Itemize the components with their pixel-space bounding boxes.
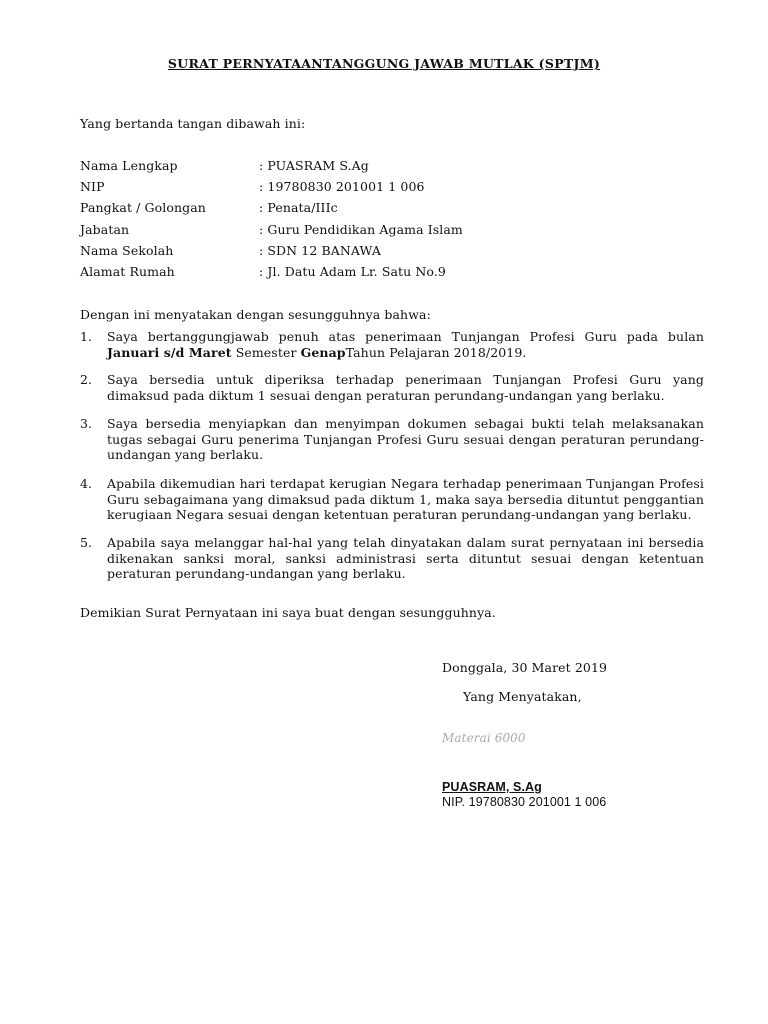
statement-intro: Dengan ini menyatakan dengan sesungguhnya bahwa: (80, 307, 431, 322)
list-item (80, 372, 704, 403)
identity-label: NIP (80, 179, 105, 194)
identity-row (80, 264, 720, 284)
item-text: Saya bersedia untuk diperiksa terhadap penerimaan Tunjangan Profesi Guru yang dimaksud pada diktum 1 sesuai dengan peraturan perundang-undangan yang berlaku. (107, 372, 704, 403)
list-item (80, 416, 704, 463)
identity-row (80, 222, 720, 242)
item-text: Saya bertanggungjawab penuh atas penerimaan Tunjangan Profesi Guru pada bulan Januari s/d Maret Semester GenapTahun Pelajaran 2018/2019. (107, 329, 704, 360)
identity-value: : 19780830 201001 1 006 (259, 179, 425, 194)
signer-name: PUASRAM, S.Ag (442, 780, 542, 794)
place-date: Donggala, 30 Maret 2019 (442, 660, 608, 675)
item-number: 2. (80, 372, 93, 387)
list-item (80, 535, 704, 582)
declarant-label: Yang Menyatakan, (463, 689, 582, 704)
item-number: 4. (80, 476, 93, 491)
item-number: 3. (80, 416, 93, 431)
identity-row (80, 243, 720, 263)
identity-row (80, 200, 720, 220)
signer-nip: NIP. 19780830 201001 1 006 (442, 795, 607, 809)
intro-text: Yang bertanda tangan dibawah ini: (80, 116, 306, 131)
identity-label: Nama Lengkap (80, 158, 178, 173)
materai-stamp: Materai 6000 (442, 731, 526, 745)
identity-value: : Penata/IIIc (259, 200, 338, 215)
list-item (80, 476, 704, 523)
item-number: 5. (80, 535, 93, 550)
identity-value: : Guru Pendidikan Agama Islam (259, 222, 463, 237)
identity-row (80, 158, 720, 178)
identity-label: Jabatan (80, 222, 130, 237)
identity-value: : Jl. Datu Adam Lr. Satu No.9 (259, 264, 446, 279)
identity-row (80, 179, 720, 199)
closing-text: Demikian Surat Pernyataan ini saya buat dengan sesungguhnya. (80, 605, 496, 620)
item-text: Saya bersedia menyiapkan dan menyimpan dokumen sebagai bukti telah melaksanakan tugas sebagai Guru penerima Tunjangan Profesi Guru sesuai dengan peraturan perundang-undangan yang berlaku. (107, 416, 704, 462)
identity-label: Pangkat / Golongan (80, 200, 206, 215)
identity-label: Nama Sekolah (80, 243, 174, 258)
item-text: Apabila dikemudian hari terdapat kerugian Negara terhadap penerimaan Tunjangan Profesi Guru sebagaimana yang dimaksud pada diktum 1, maka saya bersedia dituntut penggantian kerugiaan Negara sesuai dengan ketentuan peraturan perundang-undangan yang berlaku. (107, 476, 704, 522)
item-text: Apabila saya melanggar hal-hal yang telah dinyatakan dalam surat pernyataan ini bersedia dikenakan sanksi moral, sanksi administrasi serta dituntut sesuai dengan ketentuan peraturan perundang-undangan yang berlaku. (107, 535, 704, 581)
document-title: SURAT PERNYATAANTANGGUNG JAWAB MUTLAK (SPTJM) (167, 56, 601, 71)
identity-value: : SDN 12 BANAWA (259, 243, 381, 258)
list-item (80, 329, 704, 360)
item-number: 1. (80, 329, 93, 344)
identity-value: : PUASRAM S.Ag (259, 158, 369, 173)
identity-label: Alamat Rumah (80, 264, 175, 279)
